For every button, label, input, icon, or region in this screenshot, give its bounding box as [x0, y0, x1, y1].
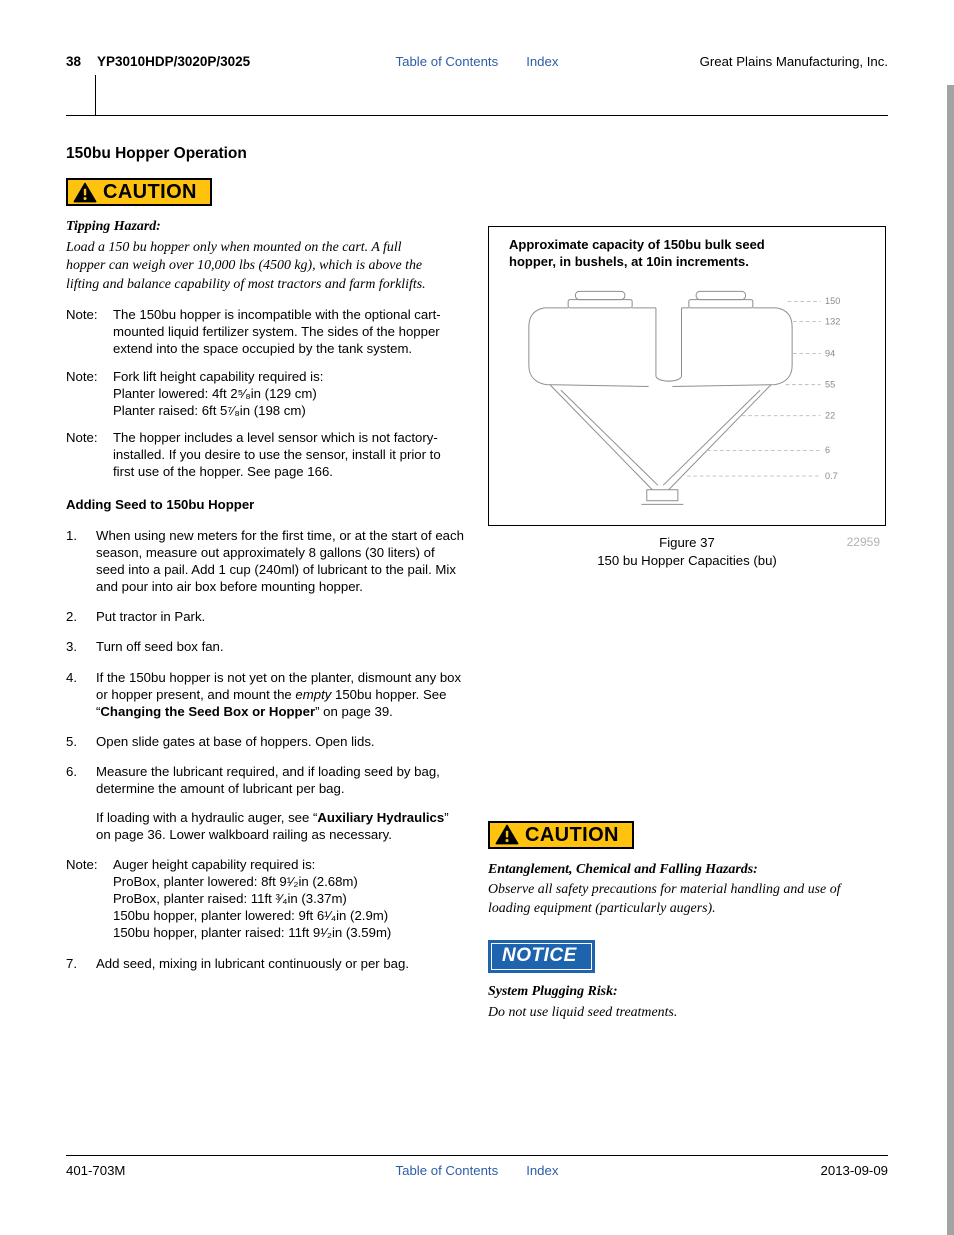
step-text-part: ” on page 36. Lower walkboard railing as necessary. [96, 809, 449, 842]
notice-badge [488, 940, 595, 973]
company-name: Great Plains Manufacturing, Inc. [699, 54, 888, 69]
note-label: Note: [66, 307, 98, 323]
scale-label: 0.7 [825, 471, 838, 482]
tipping-hazard-heading: Tipping Hazard: [66, 219, 161, 235]
caution-badge [66, 178, 212, 206]
right-column [488, 138, 888, 1026]
page-number: 38 [66, 54, 82, 69]
warning-triangle-icon [73, 182, 97, 203]
step-1 [66, 527, 464, 596]
section-heading: Adding Seed to 150bu Hopper [66, 497, 255, 513]
step-2 [66, 608, 464, 625]
cross-reference-bold: Changing the Seed Box or Hopper [100, 703, 316, 719]
step-number: 3. [66, 639, 77, 655]
step-number: 4. [66, 669, 77, 685]
scale-label: 55 [825, 379, 836, 390]
step-text-part: 150bu hopper. See “ [96, 686, 447, 719]
step-text: When using new meters for the first time, or at the start of each season, measure out approximately 8 gallons (30 liters) of seed into a pail. Add 1 cup (240ml) of lubricant to the pail. Mix and pour into air box before mounting hopper. [96, 527, 464, 595]
step-4 [66, 669, 464, 720]
step-6 [66, 763, 464, 843]
page-footer [66, 1162, 888, 1182]
plugging-risk-block [488, 983, 880, 1022]
caution-label: CAUTION [103, 181, 197, 204]
step-number: 7. [66, 955, 77, 971]
step-text: Put tractor in Park. [96, 609, 206, 625]
spec-line: ProBox, planter lowered: 8ft 9¹⁄₂in (2.68m) [113, 873, 358, 889]
note-level-sensor [66, 429, 464, 480]
footer-rule [66, 1155, 888, 1156]
spec-line: 150bu hopper, planter raised: 11ft 9¹⁄₂in (3.59m) [113, 925, 392, 941]
note-auger-height [66, 856, 464, 942]
plugging-body: Do not use liquid seed treatments. [488, 1004, 678, 1020]
page-edge-shadow [947, 85, 954, 1235]
note-forklift-height [66, 368, 464, 419]
hazard-group [488, 821, 888, 1022]
header-rule [66, 115, 888, 116]
step-number: 1. [66, 527, 77, 543]
spec-line: 150bu hopper, planter lowered: 9ft 6¹⁄₄in (2.9m) [113, 908, 389, 924]
step-7 [66, 955, 464, 972]
index-link[interactable]: Index [526, 54, 559, 69]
note-text: The 150bu hopper is incompatible with the optional cart-mounted liquid fertilizer system. The sides of the hopper extend into the space occupied by the tank system. [113, 307, 441, 357]
scale-label: 132 [825, 316, 841, 327]
step-number: 2. [66, 609, 77, 625]
figure-box-caption: Approximate capacity of 150bu bulk seed hopper, in bushels, at 10in increments. [509, 237, 765, 269]
main-content [66, 138, 888, 1026]
spec-line: Planter lowered: 4ft 2⁵⁄₈in (129 cm) [113, 385, 317, 401]
step-text-part: If the 150bu hopper is not yet on the planter, dismount any box or hopper present, and mount the [96, 669, 462, 702]
figure-id: 22959 [846, 535, 880, 550]
scale-label: 150 [825, 296, 841, 307]
header-nav [396, 53, 559, 70]
figure-number: Figure 37 [659, 535, 715, 551]
warning-triangle-icon [495, 824, 519, 845]
step-text-part: ” on page 39. [315, 703, 393, 719]
tipping-hazard-body: Load a 150 bu hopper only when mounted on the cart. A full hopper can weigh over 10,000 lbs (4500 kg), which is above the lifting and balance capability of most tractors and farm forklifts. [66, 239, 426, 292]
spec-line: ProBox, planter raised: 11ft ³⁄₄in (3.37m) [113, 891, 347, 907]
note-label: Note: [66, 856, 98, 872]
header-divider [95, 75, 96, 115]
scale-label: 22 [825, 410, 836, 421]
plugging-heading: System Plugging Risk: [488, 984, 618, 1000]
scale-label: 94 [825, 348, 836, 359]
page-header [66, 53, 888, 73]
footer-index-link[interactable]: Index [526, 1163, 559, 1178]
step-continuation [96, 809, 464, 843]
note-incompatible [66, 306, 464, 357]
step-number: 5. [66, 734, 77, 750]
note-text: Fork lift height capability required is: [113, 368, 324, 384]
left-column [66, 138, 464, 1026]
note-text: Auger height capability required is: [113, 856, 316, 872]
entanglement-body: Observe all safety precautions for material handling and use of loading equipment (particularly augers). [488, 882, 841, 916]
model-title: YP3010HDP/3020P/3025 [97, 54, 251, 69]
figure-caption: 150 bu Hopper Capacities (bu) [597, 552, 777, 568]
figure-box [488, 226, 886, 526]
revision-date: 2013-09-09 [820, 1163, 888, 1178]
spec-line: Planter raised: 6ft 5⁷⁄₈in (198 cm) [113, 402, 306, 418]
caution-badge-2 [488, 821, 634, 849]
note-label: Note: [66, 368, 98, 384]
notice-label: NOTICE [491, 943, 592, 970]
document-number: 401-703M [66, 1163, 126, 1178]
note-text: The hopper includes a level sensor which is not factory-installed. If you desire to use the sensor, install it prior to first use of the hopper. See page 166. [113, 430, 441, 480]
entanglement-hazard-block [488, 861, 880, 918]
toc-link[interactable]: Table of Contents [395, 54, 499, 69]
footer-toc-link[interactable]: Table of Contents [395, 1163, 499, 1178]
step-text [96, 669, 464, 720]
step-text: Open slide gates at base of hoppers. Open lids. [96, 734, 375, 750]
step-text: Turn off seed box fan. [96, 639, 224, 655]
figure-meta [488, 534, 886, 568]
caution-label: CAUTION [525, 823, 619, 846]
hopper-capacity-diagram [501, 274, 873, 519]
step-text-part: If loading with a hydraulic auger, see “ [96, 809, 318, 825]
footer-nav [396, 1162, 559, 1179]
step-number: 6. [66, 764, 77, 780]
entanglement-heading: Entanglement, Chemical and Falling Hazards: [488, 861, 758, 877]
note-label: Note: [66, 430, 98, 446]
cross-reference-bold: Auxiliary Hydraulics [317, 809, 445, 825]
step-3 [66, 638, 464, 655]
step-text: Measure the lubricant required, and if loading seed by bag, determine the amount of lubricant per bag. [96, 764, 440, 797]
step-5 [66, 733, 464, 750]
step-text: Add seed, mixing in lubricant continuously or per bag. [96, 955, 410, 971]
header-left [66, 53, 250, 71]
scale-label: 6 [825, 445, 831, 456]
step-text-italic: empty [295, 686, 332, 702]
tipping-hazard-block [66, 218, 444, 294]
page-title: 150bu Hopper Operation [66, 145, 247, 162]
